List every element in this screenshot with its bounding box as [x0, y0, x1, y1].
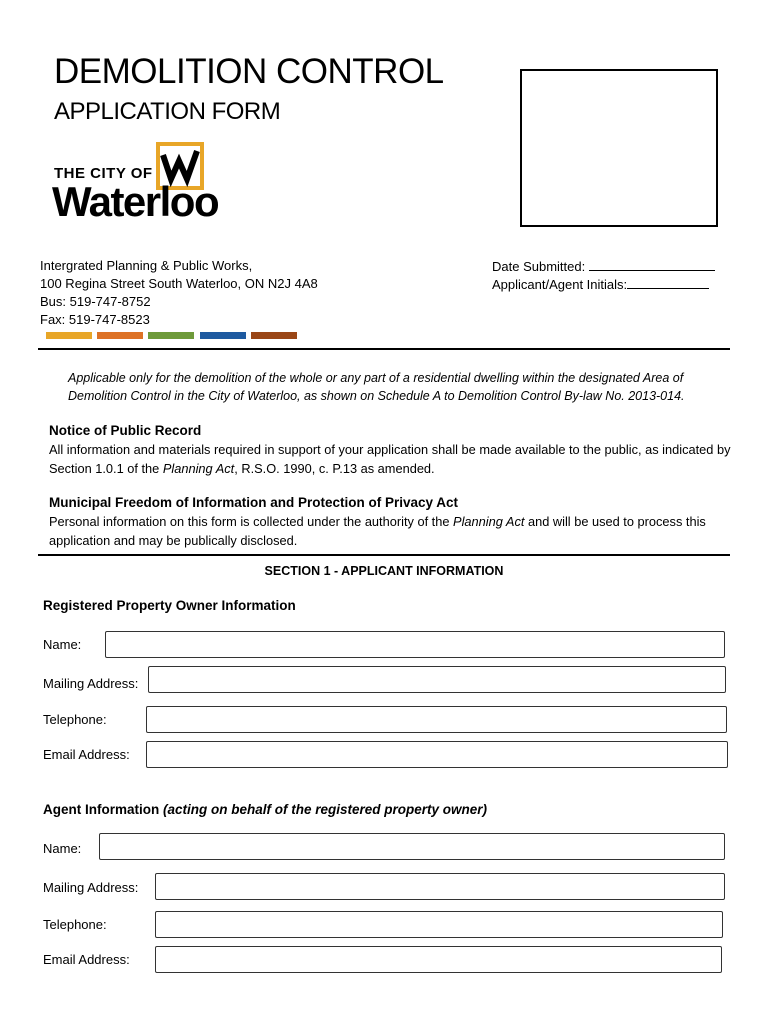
initials-label: Applicant/Agent Initials:	[492, 277, 628, 292]
owner-name-field[interactable]	[105, 631, 725, 658]
owner-mailing-label: Mailing Address:	[43, 676, 139, 691]
agent-mailing-field[interactable]	[155, 873, 725, 900]
agent-email-field[interactable]	[155, 946, 722, 973]
section-1-title: SECTION 1 - APPLICANT INFORMATION	[264, 564, 504, 578]
brand-color-bar-green	[148, 332, 194, 339]
logo-name-text: Waterloo	[52, 178, 219, 225]
owner-email-field[interactable]	[146, 741, 728, 768]
agent-telephone-field[interactable]	[155, 911, 723, 938]
address-line-street: 100 Regina Street South Waterloo, ON N2J 4A8	[40, 276, 318, 291]
date-submitted-line[interactable]	[589, 258, 715, 271]
agent-mailing-label: Mailing Address:	[43, 880, 139, 895]
address-line-fax: Fax: 519-747-8523	[40, 312, 150, 327]
applicability-note: Applicable only for the demolition of the whole or any part of a residential dwelling within the designated Area of Demolition Control in the City of Waterloo, as shown on Schedule A to Demolition Control By-law No. 2013-014.	[68, 371, 685, 403]
section-divider	[38, 554, 730, 556]
agent-email-label: Email Address:	[43, 952, 130, 967]
privacy-heading: Municipal Freedom of Information and Protection of Privacy Act	[49, 495, 459, 510]
address-line-phone: Bus: 519-747-8752	[40, 294, 151, 309]
brand-color-bar-blue	[200, 332, 246, 339]
logo-city-text: THE CITY OF	[54, 165, 153, 182]
form-subtitle: APPLICATION FORM	[54, 98, 281, 125]
owner-telephone-label: Telephone:	[43, 712, 107, 727]
address-line-dept: Intergrated Planning & Public Works,	[40, 258, 253, 273]
notice-heading: Notice of Public Record	[49, 423, 202, 438]
brand-color-bar-brown	[251, 332, 297, 339]
agent-telephone-label: Telephone:	[43, 917, 107, 932]
header-divider	[38, 348, 730, 350]
office-use-block	[492, 258, 715, 294]
notice-body: All information and materials required in support of your application shall be made available to the public, as indicated by Section 1.0.1 of the Planning Act, R.S.O. 1990, c. P.13 as amended.	[49, 442, 731, 476]
owner-info-heading: Registered Property Owner Information	[43, 598, 296, 613]
address-block	[40, 257, 318, 329]
agent-name-label: Name:	[43, 841, 82, 856]
owner-mailing-field[interactable]	[148, 666, 726, 693]
agent-info-heading: Agent Information (acting on behalf of the registered property owner)	[43, 802, 488, 817]
form-title: DEMOLITION CONTROL	[54, 52, 444, 91]
brand-color-bar-orange	[97, 332, 143, 339]
owner-telephone-field[interactable]	[146, 706, 727, 733]
privacy-body: Personal information on this form is collected under the authority of the Planning Act and will be used to process this application and may be publically disclosed.	[49, 514, 706, 548]
owner-name-label: Name:	[43, 637, 82, 652]
initials-line[interactable]	[627, 276, 709, 289]
owner-email-label: Email Address:	[43, 747, 130, 762]
date-submitted-label: Date Submitted:	[492, 259, 586, 274]
brand-color-bar-yellow	[46, 332, 92, 339]
agent-name-field[interactable]	[99, 833, 725, 860]
office-stamp-box	[520, 69, 718, 227]
